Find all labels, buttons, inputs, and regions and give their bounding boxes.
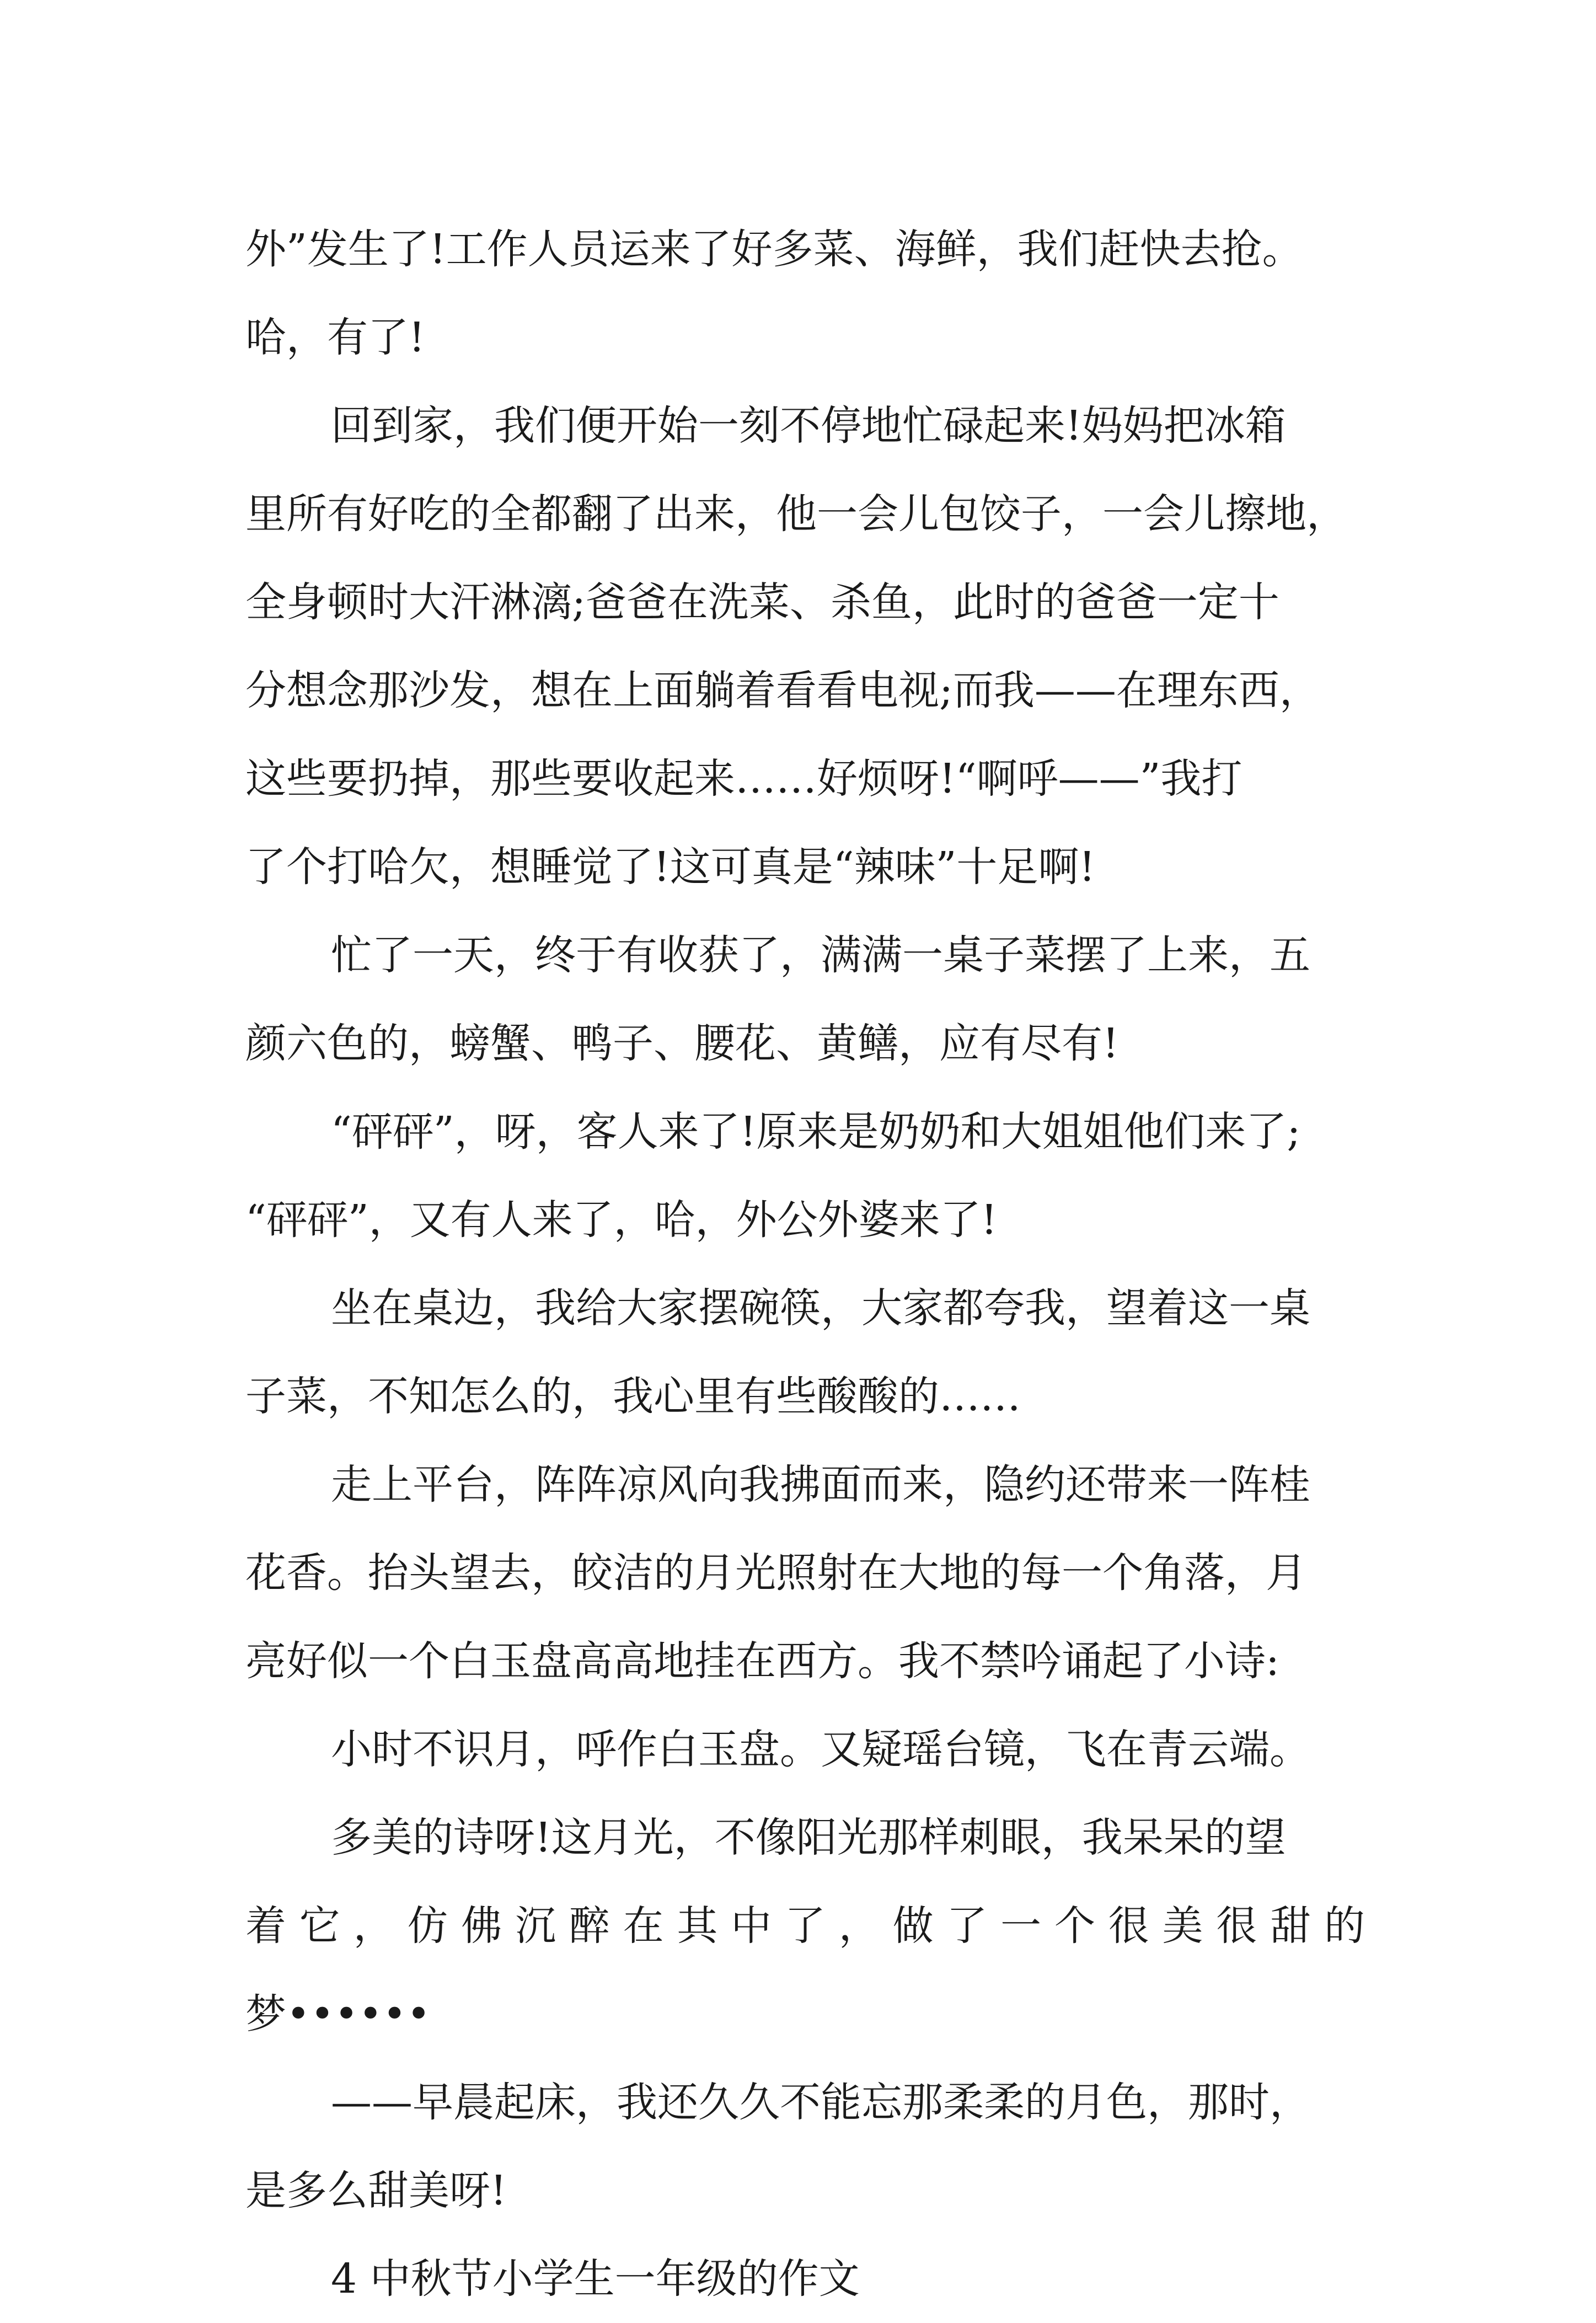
character: 在 (623, 1902, 664, 1950)
character: 很 (1108, 1902, 1149, 1950)
character: 个 (1054, 1902, 1095, 1950)
paragraph-start-line: ——早晨起床，我还久久不能忘那柔柔的月色，那时， (331, 2079, 1310, 2126)
text-line: 里所有好吃的全都翻了出来，他一会儿包饺子，一会儿擦地， (245, 490, 1347, 538)
text-line: 全身顿时大汗淋漓;爸爸在洗菜、杀鱼，此时的爸爸一定十 (245, 579, 1279, 626)
character: ， (353, 1902, 394, 1950)
paragraph-start-line: 多美的诗呀!这月光，不像阳光那样刺眼，我呆呆的望 (331, 1814, 1286, 1861)
text-line: 子菜，不知怎么的，我心里有些酸酸的…… (245, 1373, 1021, 1420)
character: 其 (677, 1902, 718, 1950)
paragraph-start-line: 坐在桌边，我给大家摆碗筷，大家都夸我，望着这一桌 (331, 1284, 1310, 1332)
character: 很 (1216, 1902, 1257, 1950)
character: 美 (1162, 1902, 1203, 1950)
character: 仿 (407, 1902, 448, 1950)
character: 一 (1000, 1902, 1042, 1950)
character: 做 (892, 1902, 934, 1950)
text-line: 了个打哈欠，想睡觉了!这可真是“辣味”十足啊! (245, 843, 1096, 891)
paragraph-start-line: 回到家，我们便开始一刻不停地忙碌起来!妈妈把冰箱 (331, 402, 1286, 449)
character: 了 (784, 1902, 826, 1950)
paragraph-start-line: 忙了一天，终于有收获了，满满一桌子菜摆了上来，五 (331, 932, 1310, 979)
character: 了 (946, 1902, 988, 1950)
character: 的 (1324, 1902, 1365, 1950)
text-line: 梦•••••• (245, 1990, 431, 2038)
paragraph-start-line: 走上平台，阵阵凉风向我拂面而来，隐约还带来一阵桂 (331, 1461, 1310, 1508)
text-line: 外”发生了!工作人员运来了好多菜、海鲜，我们赶快去抢。 (245, 226, 1303, 273)
text-line: 这些要扔掉，那些要收起来……好烦呀!“啊呼——”我打 (245, 755, 1242, 802)
character: 佛 (461, 1902, 502, 1950)
text-line: 哈，有了! (245, 314, 425, 361)
character: ， (838, 1902, 880, 1950)
text-line: 花香。抬头望去，皎洁的月光照射在大地的每一个角落，月 (245, 1549, 1306, 1597)
character: 中 (731, 1902, 772, 1950)
text-line: 分想念那沙发，想在上面躺着看看电视;而我——在理东西， (245, 667, 1320, 714)
text-line: “砰砰”，又有人来了，哈，外公外婆来了! (245, 1196, 998, 1244)
character: 它 (299, 1902, 340, 1950)
text-line: 颜六色的，螃蟹、鸭子、腰花、黄鳝，应有尽有! (245, 1020, 1119, 1067)
character: 甜 (1270, 1902, 1311, 1950)
character: 着 (245, 1902, 286, 1950)
section-heading: 4 中秋节小学生一年级的作文 (331, 2255, 860, 2303)
text-line: 亮好似一个白玉盘高高地挂在西方。我不禁吟诵起了小诗: (245, 1637, 1279, 1685)
character: 醉 (569, 1902, 610, 1950)
justified-text-line (245, 1882, 1365, 1970)
paragraph-start-line: “砰砰”，呀，客人来了!原来是奶奶和大姐姐他们来了; (331, 1108, 1301, 1155)
character: 沉 (515, 1902, 556, 1950)
text-line: 是多么甜美呀! (245, 2167, 507, 2214)
poem-line: 小时不识月，呼作白玉盘。又疑瑶台镜，飞在青云端。 (331, 1726, 1310, 1773)
document-body (245, 205, 1365, 2323)
